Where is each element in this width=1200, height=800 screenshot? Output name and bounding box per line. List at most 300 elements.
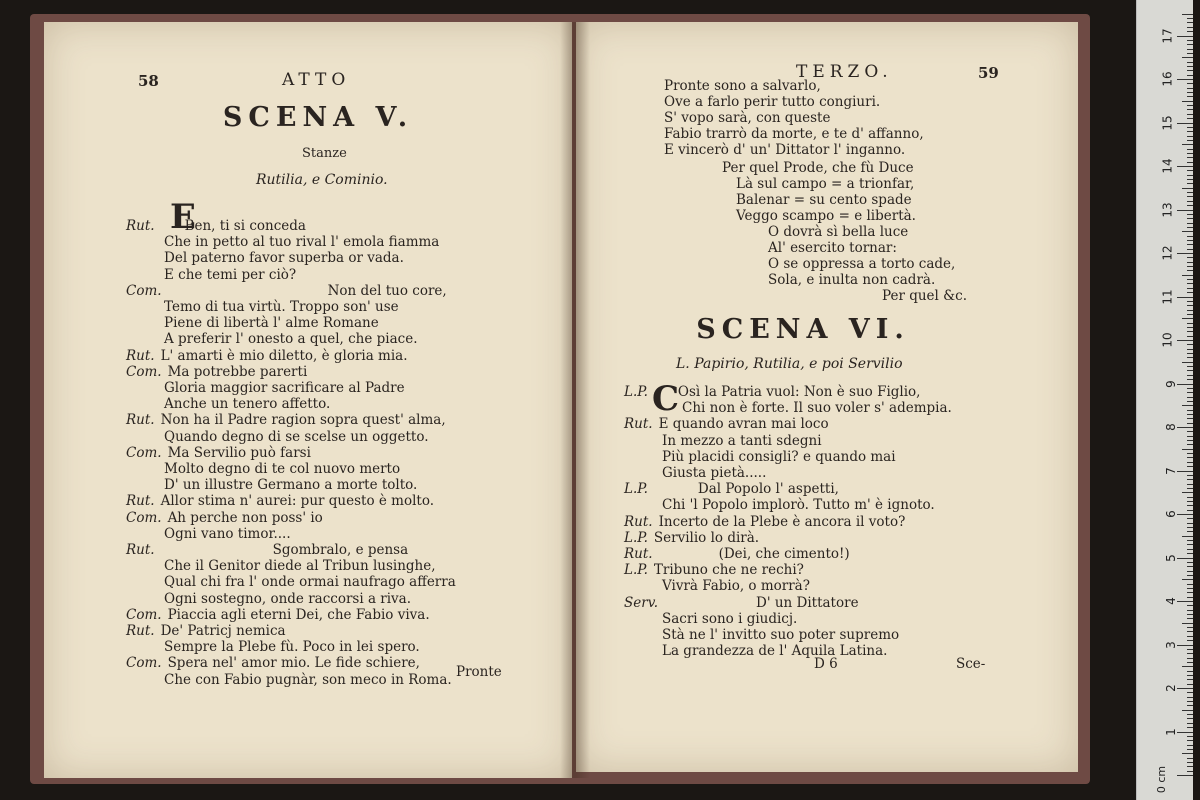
running-head-left: ATTO bbox=[282, 70, 351, 90]
text-line bbox=[126, 364, 307, 380]
ruler-tick bbox=[1187, 88, 1193, 89]
ruler-tick bbox=[1187, 314, 1193, 315]
ruler-tick bbox=[1187, 183, 1193, 184]
ruler-tick bbox=[1187, 75, 1193, 76]
line-text: Ah perche non poss' io bbox=[167, 509, 323, 526]
text-line bbox=[164, 331, 417, 347]
ruler-tick bbox=[1187, 444, 1193, 445]
line-text: Osì la Patria vuol: Non è suo Figlio, bbox=[677, 384, 921, 400]
ruler-tick bbox=[1187, 153, 1193, 154]
scene-title-left: SCENA V. bbox=[222, 102, 414, 133]
line-text: E che temi per ciò? bbox=[164, 266, 297, 283]
ruler-tick bbox=[1187, 440, 1193, 441]
ruler-tick bbox=[1187, 109, 1193, 110]
ruler-tick bbox=[1187, 453, 1193, 454]
ruler-tick bbox=[1187, 70, 1193, 71]
line-text: Chi 'l Popolo implorò. Tutto m' è ignoto. bbox=[662, 497, 935, 514]
ruler-number: 3 bbox=[1164, 640, 1179, 649]
text-line bbox=[126, 283, 447, 299]
ruler-tick bbox=[1187, 418, 1193, 419]
ruler-tick bbox=[1187, 40, 1193, 41]
ruler-tick bbox=[1187, 27, 1193, 28]
line-text: Servilio lo dirà. bbox=[653, 529, 760, 546]
ruler-tick bbox=[1187, 136, 1193, 137]
ruler-tick bbox=[1182, 753, 1193, 754]
ruler-tick bbox=[1187, 370, 1193, 371]
line-text: (Dei, che cimento!) bbox=[718, 546, 850, 562]
ruler-tick bbox=[1177, 514, 1193, 515]
line-text: Anche un tenero affetto. bbox=[164, 396, 331, 413]
speaker-label: Rut. bbox=[624, 513, 653, 530]
ruler-tick bbox=[1182, 449, 1193, 450]
ruler-tick bbox=[1187, 375, 1193, 376]
text-line bbox=[164, 477, 417, 493]
ruler-tick bbox=[1177, 79, 1193, 80]
ruler-tick bbox=[1182, 275, 1193, 276]
scene-characters-left: Rutilia, e Cominio. bbox=[256, 172, 388, 188]
ruler-tick bbox=[1182, 14, 1193, 15]
ruler-tick bbox=[1187, 531, 1193, 532]
line-text: Ogni sostegno, onde raccorsi a riva. bbox=[164, 590, 412, 607]
ruler-tick bbox=[1187, 705, 1193, 706]
ruler-tick bbox=[1187, 83, 1193, 84]
ruler-tick bbox=[1187, 344, 1193, 345]
ruler-tick bbox=[1187, 218, 1193, 219]
text-line bbox=[126, 607, 430, 623]
ruler-tick bbox=[1187, 301, 1193, 302]
text-line bbox=[664, 142, 905, 158]
ruler-tick bbox=[1182, 188, 1193, 189]
ruler-tick bbox=[1187, 736, 1193, 737]
ruler-tick bbox=[1187, 523, 1193, 524]
ruler-tick bbox=[1182, 492, 1193, 493]
ruler-tick bbox=[1177, 166, 1193, 167]
measuring-ruler bbox=[1136, 0, 1193, 800]
text-line bbox=[682, 400, 952, 416]
ruler-tick bbox=[1187, 18, 1193, 19]
ruler-tick bbox=[1187, 105, 1193, 106]
ruler-tick bbox=[1177, 558, 1193, 559]
ruler-tick bbox=[1187, 327, 1193, 328]
text-line bbox=[126, 412, 446, 428]
ruler-tick bbox=[1187, 92, 1193, 93]
text-line bbox=[662, 497, 935, 513]
ruler-tick bbox=[1187, 423, 1193, 424]
ruler-tick bbox=[1177, 297, 1193, 298]
ruler-tick bbox=[1187, 510, 1193, 511]
speaker-label: Rut. bbox=[624, 546, 653, 562]
line-text: Stà ne l' invitto suo poter supremo bbox=[662, 627, 900, 643]
ruler-tick bbox=[1187, 675, 1193, 676]
ruler-tick bbox=[1187, 179, 1193, 180]
ruler-tick bbox=[1187, 592, 1193, 593]
ruler-tick bbox=[1187, 497, 1193, 498]
ruler-tick bbox=[1187, 53, 1193, 54]
ruler-tick bbox=[1187, 392, 1193, 393]
text-line bbox=[126, 542, 408, 558]
ruler-tick bbox=[1187, 479, 1193, 480]
ruler-tick bbox=[1187, 614, 1193, 615]
ruler-tick bbox=[1177, 471, 1193, 472]
ruler-tick bbox=[1187, 114, 1193, 115]
line-text: D' un Dittatore bbox=[756, 594, 859, 611]
speaker-label: L.P. bbox=[624, 562, 648, 579]
text-line bbox=[164, 380, 405, 396]
ruler-tick bbox=[1187, 692, 1193, 693]
text-line bbox=[126, 493, 434, 509]
signature-mark: D 6 bbox=[814, 656, 838, 672]
right-page bbox=[576, 22, 1078, 772]
ruler-tick bbox=[1187, 697, 1193, 698]
ruler-tick bbox=[1187, 266, 1193, 267]
line-text: Qual chi fra l' onde ormai naufrago afferra bbox=[164, 574, 456, 591]
ruler-tick bbox=[1187, 196, 1193, 197]
ruler-tick bbox=[1182, 536, 1193, 537]
ruler-tick bbox=[1187, 658, 1193, 659]
line-text: Fabio trarrò da morte, e te d' affanno, bbox=[664, 126, 924, 142]
ruler-tick bbox=[1187, 749, 1193, 750]
aria-line: O se oppressa a torto cade, bbox=[768, 256, 956, 272]
catchword-right: Sce- bbox=[956, 656, 986, 672]
ruler-tick bbox=[1187, 714, 1193, 715]
ruler-tick bbox=[1187, 518, 1193, 519]
ruler-tick bbox=[1182, 362, 1193, 363]
line-text: Del paterno favor superba or vada. bbox=[164, 250, 404, 267]
ruler-tick bbox=[1187, 653, 1193, 654]
ruler-tick bbox=[1187, 584, 1193, 585]
ruler-number: 4 bbox=[1164, 597, 1179, 605]
text-line bbox=[664, 110, 830, 126]
ruler-number: 10 bbox=[1160, 332, 1175, 348]
text-line bbox=[624, 595, 859, 611]
line-text: L' amarti è mio diletto, è gloria mia. bbox=[160, 347, 408, 364]
text-line bbox=[164, 299, 399, 315]
ruler-tick bbox=[1187, 162, 1193, 163]
ruler-tick bbox=[1187, 22, 1193, 23]
text-line bbox=[164, 429, 429, 445]
ruler-tick bbox=[1187, 323, 1193, 324]
ruler-tick bbox=[1177, 645, 1193, 646]
ruler-tick bbox=[1187, 49, 1193, 50]
ruler-tick bbox=[1187, 257, 1193, 258]
page-number-left: 58 bbox=[138, 72, 159, 90]
ruler-number: 17 bbox=[1160, 27, 1175, 44]
line-text: S' vopo sarà, con queste bbox=[664, 110, 831, 126]
ruler-tick bbox=[1182, 710, 1193, 711]
ruler-tick bbox=[1182, 318, 1193, 319]
ruler-tick bbox=[1187, 249, 1193, 250]
ruler-tick bbox=[1187, 588, 1193, 589]
line-text: Sacri sono i giudicj. bbox=[662, 610, 798, 627]
line-text: Spera nel' amor mio. Le fide schiere, bbox=[167, 655, 420, 672]
scene-characters-right: L. Papirio, Rutilia, e poi Servilio bbox=[676, 356, 903, 372]
drop-cap-right: C bbox=[652, 379, 680, 419]
text-line bbox=[662, 578, 810, 594]
line-text: Più placidi consigli? e quando mai bbox=[662, 448, 896, 465]
ruler-tick bbox=[1182, 101, 1193, 102]
line-text: De' Patricj nemica bbox=[160, 623, 286, 639]
ruler-tick bbox=[1177, 210, 1193, 211]
ruler-tick bbox=[1187, 723, 1193, 724]
ruler-number: 9 bbox=[1164, 379, 1179, 388]
ruler-tick bbox=[1182, 405, 1193, 406]
line-text: E vincerò d' un' Dittator l' inganno. bbox=[664, 142, 906, 158]
ruler-tick bbox=[1187, 771, 1193, 772]
line-text: Ben, ti si conceda bbox=[184, 218, 306, 234]
line-text: Che con Fabio pugnàr, son meco in Roma. bbox=[164, 671, 452, 688]
ruler-tick bbox=[1182, 579, 1193, 580]
aria-line: Per quel Prode, che fù Duce bbox=[722, 160, 914, 176]
line-text: Ma potrebbe parerti bbox=[167, 363, 308, 380]
line-text: Allor stima n' aurei: pur questo è molto. bbox=[160, 493, 434, 510]
ruler-tick bbox=[1187, 349, 1193, 350]
text-line bbox=[164, 396, 330, 412]
line-text: Giusta pietà..... bbox=[662, 465, 767, 481]
ruler-tick bbox=[1187, 505, 1193, 506]
ruler-tick bbox=[1187, 62, 1193, 63]
text-line bbox=[164, 558, 436, 574]
speaker-label: Com. bbox=[126, 509, 162, 526]
text-line bbox=[624, 481, 839, 497]
aria-line: Al' esercito tornar: bbox=[768, 240, 897, 256]
speaker-label: L.P. bbox=[624, 529, 648, 546]
ruler-tick bbox=[1187, 649, 1193, 650]
text-line bbox=[662, 433, 822, 449]
ruler-number: 8 bbox=[1164, 423, 1179, 431]
ruler-tick bbox=[1187, 244, 1193, 245]
ruler-tick bbox=[1187, 701, 1193, 702]
ruler-tick bbox=[1187, 283, 1193, 284]
ruler-tick bbox=[1187, 240, 1193, 241]
ruler-tick bbox=[1187, 475, 1193, 476]
line-text: Ma Servilio può farsi bbox=[167, 444, 311, 461]
page-number-right: 59 bbox=[978, 64, 999, 82]
ruler-number: 14 bbox=[1160, 158, 1175, 174]
ruler-number: 13 bbox=[1160, 201, 1175, 218]
ruler-tick bbox=[1187, 175, 1193, 176]
ruler-tick bbox=[1177, 775, 1193, 776]
text-line bbox=[126, 348, 408, 364]
catchword-left: Pronte bbox=[456, 664, 502, 680]
ruler-tick bbox=[1177, 123, 1193, 124]
ruler-tick bbox=[1187, 484, 1193, 485]
ruler-number: 6 bbox=[1164, 510, 1179, 518]
ruler-tick bbox=[1187, 149, 1193, 150]
ruler-tick bbox=[1187, 205, 1193, 206]
ruler-tick bbox=[1187, 766, 1193, 767]
line-text: Quando degno di se scelse un oggetto. bbox=[164, 428, 429, 445]
scene-subtitle: Stanze bbox=[302, 146, 347, 161]
text-line bbox=[164, 250, 404, 266]
line-text: Piaccia agli eterni Dei, che Fabio viva. bbox=[167, 606, 430, 623]
ruler-tick bbox=[1187, 379, 1193, 380]
ruler-tick bbox=[1187, 436, 1193, 437]
line-text: D' un illustre Germano a morte tolto. bbox=[164, 477, 418, 494]
ruler-tick bbox=[1187, 357, 1193, 358]
ruler-tick bbox=[1187, 262, 1193, 263]
aria-line: Sola, e inulta non cadrà. bbox=[768, 272, 936, 288]
ruler-tick bbox=[1187, 227, 1193, 228]
aria-line: Per quel &c. bbox=[882, 288, 968, 304]
ruler-tick bbox=[1187, 236, 1193, 237]
line-text: Sgombralo, e pensa bbox=[272, 542, 409, 558]
text-line bbox=[624, 546, 850, 562]
text-line bbox=[662, 465, 766, 481]
ruler-tick bbox=[1187, 571, 1193, 572]
text-line bbox=[664, 78, 821, 94]
line-text: Molto degno di te col nuovo merto bbox=[164, 461, 401, 477]
ruler-tick bbox=[1187, 627, 1193, 628]
ruler-tick bbox=[1187, 310, 1193, 311]
ruler-number: 11 bbox=[1160, 288, 1175, 305]
ruler-tick bbox=[1187, 44, 1193, 45]
text-line bbox=[164, 574, 456, 590]
ruler-number: 1 bbox=[1164, 727, 1179, 736]
speaker-label: Rut. bbox=[126, 542, 155, 558]
ruler-tick bbox=[1187, 566, 1193, 567]
ruler-tick bbox=[1187, 201, 1193, 202]
line-text: Ove a farlo perir tutto congiuri. bbox=[664, 94, 881, 110]
speaker-label: Serv. bbox=[624, 594, 659, 611]
ruler-number: 12 bbox=[1160, 245, 1175, 261]
line-text: Che in petto al tuo rival l' emola fiamma bbox=[164, 234, 440, 251]
text-line bbox=[624, 530, 759, 546]
aria-line: Balenar = su cento spade bbox=[736, 192, 912, 208]
text-line bbox=[662, 627, 899, 643]
line-text: Temo di tua virtù. Troppo son' use bbox=[164, 299, 399, 315]
ruler-tick bbox=[1187, 223, 1193, 224]
scene-title-right: SCENA VI. bbox=[696, 314, 910, 345]
ruler-tick bbox=[1187, 331, 1193, 332]
ruler-tick bbox=[1187, 662, 1193, 663]
line-text: Ogni vano timor.... bbox=[164, 525, 291, 542]
speaker-label: Rut. bbox=[126, 412, 155, 429]
line-text: Tribuno che ne rechi? bbox=[653, 562, 804, 579]
text-line bbox=[662, 611, 797, 627]
ruler-tick bbox=[1187, 718, 1193, 719]
aria-line: Veggo scampo = e libertà. bbox=[736, 208, 916, 224]
speaker-label: Rut. bbox=[126, 623, 155, 639]
ruler-tick bbox=[1187, 631, 1193, 632]
ruler-tick bbox=[1187, 305, 1193, 306]
ruler-tick bbox=[1187, 353, 1193, 354]
text-line bbox=[624, 562, 804, 578]
text-line bbox=[624, 416, 829, 432]
text-line bbox=[624, 384, 920, 400]
speaker-label: Com. bbox=[126, 606, 162, 623]
ruler-tick bbox=[1187, 540, 1193, 541]
speaker-label: L.P. bbox=[624, 384, 648, 400]
text-line bbox=[164, 461, 400, 477]
text-line bbox=[126, 445, 311, 461]
ruler-tick bbox=[1187, 636, 1193, 637]
line-text: Non ha il Padre ragion sopra quest' alma, bbox=[160, 412, 446, 429]
text-line bbox=[164, 639, 420, 655]
line-text: La grandezza de l' Aquila Latina. bbox=[662, 643, 888, 660]
line-text: Pronte sono a salvarlo, bbox=[664, 78, 821, 94]
running-head-right: TERZO. bbox=[796, 62, 893, 82]
ruler-tick bbox=[1187, 66, 1193, 67]
ruler-number: 5 bbox=[1164, 553, 1179, 562]
ruler-tick bbox=[1182, 144, 1193, 145]
ruler-tick bbox=[1187, 414, 1193, 415]
speaker-label: Rut. bbox=[126, 347, 155, 364]
line-text: Dal Popolo l' aspetti, bbox=[697, 481, 839, 498]
ruler-tick bbox=[1187, 214, 1193, 215]
ruler-tick bbox=[1187, 131, 1193, 132]
ruler-tick bbox=[1187, 488, 1193, 489]
line-text: Vivrà Fabio, o morrà? bbox=[662, 578, 810, 595]
ruler-tick bbox=[1187, 462, 1193, 463]
speaker-label: Rut. bbox=[624, 416, 653, 433]
ruler-tick bbox=[1187, 270, 1193, 271]
text-line bbox=[164, 267, 296, 283]
text-line bbox=[662, 643, 887, 659]
ruler-tick bbox=[1187, 410, 1193, 411]
ruler-tick bbox=[1187, 397, 1193, 398]
text-line bbox=[164, 315, 379, 331]
ruler-tick bbox=[1187, 740, 1193, 741]
ruler-tick bbox=[1187, 610, 1193, 611]
ruler-tick bbox=[1182, 666, 1193, 667]
ruler-tick bbox=[1187, 279, 1193, 280]
text-line bbox=[164, 672, 452, 688]
line-text: Gloria maggior sacrificare al Padre bbox=[164, 380, 405, 396]
ruler-tick bbox=[1187, 31, 1193, 32]
ruler-tick bbox=[1187, 618, 1193, 619]
ruler-tick bbox=[1187, 388, 1193, 389]
aria-line: Là sul campo = a trionfar, bbox=[736, 176, 915, 192]
ruler-tick bbox=[1187, 562, 1193, 563]
line-text: A preferir l' onesto a quel, che piace. bbox=[164, 331, 418, 348]
ruler-tick bbox=[1177, 732, 1193, 733]
ruler-tick bbox=[1177, 384, 1193, 385]
text-line bbox=[126, 623, 286, 639]
ruler-number: 7 bbox=[1164, 466, 1179, 475]
ruler-tick bbox=[1187, 679, 1193, 680]
speaker-label: Rut. bbox=[126, 218, 155, 234]
ruler-tick bbox=[1187, 140, 1193, 141]
ruler-tick bbox=[1187, 501, 1193, 502]
ruler-tick bbox=[1187, 544, 1193, 545]
line-text: Sempre la Plebe fù. Poco in lei spero. bbox=[164, 639, 420, 656]
ruler-tick bbox=[1177, 688, 1193, 689]
ruler-tick bbox=[1187, 170, 1193, 171]
text-line bbox=[664, 126, 924, 142]
text-line bbox=[126, 655, 420, 671]
ruler-tick bbox=[1187, 127, 1193, 128]
ruler-tick bbox=[1177, 340, 1193, 341]
ruler-tick bbox=[1187, 745, 1193, 746]
left-page bbox=[44, 22, 572, 778]
ruler-tick bbox=[1187, 96, 1193, 97]
line-text: Che il Genitor diede al Tribun lusinghe, bbox=[164, 558, 436, 575]
speaker-label: Com. bbox=[126, 363, 162, 380]
ruler-tick bbox=[1187, 466, 1193, 467]
text-line bbox=[164, 526, 291, 542]
ruler-tick bbox=[1177, 36, 1193, 37]
text-line bbox=[164, 591, 411, 607]
speaker-label: Com. bbox=[126, 444, 162, 461]
ruler-tick bbox=[1182, 623, 1193, 624]
ruler-tick bbox=[1187, 366, 1193, 367]
aria-line: O dovrà sì bella luce bbox=[768, 224, 909, 240]
speaker-label: Com. bbox=[126, 282, 162, 299]
ruler-number: 15 bbox=[1160, 114, 1175, 131]
ruler-tick bbox=[1187, 671, 1193, 672]
line-text: Chi non è forte. Il suo voler s' adempia. bbox=[682, 400, 952, 417]
line-text: Non del tuo core, bbox=[327, 282, 447, 299]
